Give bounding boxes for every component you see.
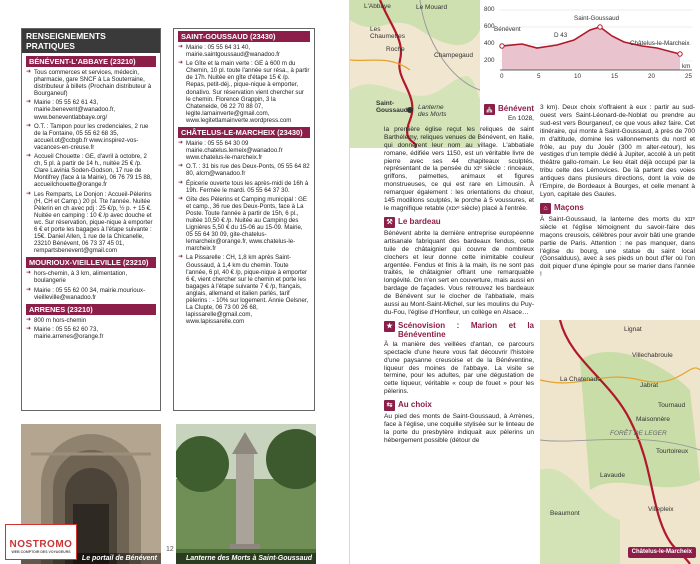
section-title-mourioux: MOURIOUX-VIEILLEVILLE (23210) — [26, 257, 156, 268]
map-label: Champegaud — [434, 52, 474, 59]
place-label: Bénévent — [494, 26, 521, 33]
signpost-icon: ⇆ — [384, 400, 395, 411]
paragraph: 3 km). Deux choix s'offraient à eux : partir au sud-ouest vers Saint-Léonard-de-Noblat ou prendre au sud-est vers Bourganeuf, ce que vous allez faire. Cet itinéraire, qui monte à Saint-Goussaud, à près de 700 m d'altitude, domine les vallonnements du nord et frôle, au puy du Jouër (300 m alter-retour), les vestiges d'un temple dédié à Jupiter, accolé à un petit théâtre gallo-romain. Le lieu était déjà occupé par la tribu celte des Lémovices. De là partent des voies antiques dans plusieurs directions, dont la voie de l'Empire, de Bordeaux à Bourges, et celle menant à Lyon, capitale des Gaules. — [540, 104, 695, 198]
heading-benevent: ⛪ Bénévent — [485, 104, 534, 113]
place-label: Châtelus-le-Marcheix — [630, 40, 690, 47]
x-tick: 0 — [500, 73, 504, 80]
x-tick: 25 — [685, 73, 693, 80]
paragraph: À la manière des veillées d'antan, ce parcours spectacle d'une heure vous fait découvrir l'histoire d'une paysanne creusoise et de la Bénéventine, liqueur des moines de l'abbaye. La visite se termine, pour les adultes, par une dégustation de cette liqueur, véritable « coup de fouet » pour les pèlerins. — [384, 340, 534, 396]
road-label: D 43 — [554, 32, 568, 39]
info-heading: RENSEIGNEMENTS PRATIQUES — [22, 29, 160, 53]
map-terrain — [540, 320, 700, 564]
heading-scenovision: ★ Scénovision : Marion et la Bénéventine — [384, 321, 534, 339]
map-label: FORÊT DE LEGER — [610, 430, 667, 437]
list-item: ➜ La Pissarelle : CH, 1,8 km après Saint-Goussaud, à 1,4 km du chemin. Toute l'année, 6 pl, 40 € /p, pique-nique à emporter 6 €, vient chercher sur le chemin et porte les bagages à l'étape suivante 7 € /p, français, anglais, allemand et italien parlés, tarif pèlerins : - 10% sur logement. Annie Oelsner, La Clupte, 06 73 00 26 68, lapissarelle@gmail.com, www.lapissarelle.com — [178, 254, 310, 325]
hammer-icon: ⚒ — [384, 217, 395, 228]
elevation-profile — [482, 0, 700, 84]
list-item: ➜ 800 m hors-chemin — [26, 317, 156, 324]
list-item: ➜ Tous commerces et services, médecin, pharmacie, gare SNCF à La Souterraine, distributeur à billets (Prochain distributeur à Bourganeuf) — [26, 69, 156, 97]
place-label: Saint-Goussaud — [574, 15, 620, 22]
map-label: Tourtoireux — [656, 448, 689, 455]
map-label: Roche — [386, 46, 405, 53]
map-label: Maisonnère — [636, 416, 670, 423]
route-map-bottom — [540, 320, 700, 564]
map-label: Les Chaumettes — [370, 26, 406, 40]
page-number: 12 — [166, 546, 174, 553]
list-item: ➜ Accueil Chouette : GE, d'avril à octobre, 2 ch, 5 pl. à partir de 14 h., nuitée 25 € /p. Clare Lavinia Soden-Godson, 17 rue de Montifrey (face à la Mairie), 06 76 79 15 88, accueilchouette@orange.fr — [26, 153, 156, 188]
heading-bardeau: ⚒ Le bardeau — [384, 217, 534, 228]
church-icon: ⛪ — [485, 106, 494, 113]
map-label: L'Abbaye — [364, 3, 391, 10]
x-tick: 10 — [574, 73, 582, 80]
section-title-chatelus: CHÂTELUS-LE-MARCHEIX (23430) — [178, 127, 310, 138]
destination-badge: Châtelus-le-Marcheix — [628, 547, 696, 558]
section-title-arrenes: ARRENES (23210) — [26, 304, 156, 315]
list-item: ➜ Mairie : 05 55 62 00 34, mairie.mourioux-vieilleville@wanadoo.fr — [26, 287, 156, 301]
map-label: Beaumont — [550, 510, 580, 517]
x-tick: 5 — [537, 73, 541, 80]
list-item: ➜ Mairie : 05 55 62 60 73, mairie.arrenes@orange.fr — [26, 326, 156, 340]
list-item: ➜ Mairie : 05 55 62 61 43, mairie.benevent@wanadoo.fr, www.beneventlabbaye.org/ — [26, 99, 156, 120]
info-box-col2 — [173, 28, 315, 411]
heading-au-choix: ⇆ Au choix — [384, 400, 534, 411]
x-tick: 15 — [611, 73, 619, 80]
paragraph: Bénévent abrite la dernière entreprise européenne artisanale fabriquant des bardeaux fendus, cette tuile de châtaignier qui couvre de nombreux clochers et leur donne cette inimitable couleur argentée. Fendus et finis à la main, ils ne sont pas traités, le châtaignier offrant une remarquable longévité. On n'en sert en couverture, mais aussi en bardage de façades. Vous retrouvez les bardeaux de Bénévent sur le clocher de l'abbatiale, mais aussi au Mont-Saint-Michel, sur les moulins du Puy-du-Fou, l'église d'Honfleur, un collège en Alsace… — [384, 229, 534, 316]
list-item: ➜ Épicerie ouverte tous les après-midi de 16h à 19h. Fermée le mardi. 05 55 64 37 30. — [178, 180, 310, 194]
text-column-1 — [384, 104, 534, 562]
map-label: Jabrat — [640, 382, 659, 389]
x-unit: km — [682, 63, 691, 70]
map-label: Saint-Goussaud — [376, 100, 408, 114]
x-tick: 20 — [648, 73, 656, 80]
text-column-2 — [540, 104, 695, 316]
y-tick: 200 — [484, 57, 495, 64]
list-item: ➜ Mairie : 05 55 64 31 40, mairie.saintgoussaud@wanadoo.fr — [178, 44, 310, 58]
list-item: ➜ hors-chemin, à 3 km, alimentation, boulangerie — [26, 270, 156, 284]
list-item: ➜ Les Remparts, Le Donjon : Accueil-Pèlerins (H, CH et Camp.) 20 pl. Tte l'année. Nuitée Pèlerin en ch avec pdj : 25 €/p, ½ p. + 15 €. Nuitée en camping : 10 € /p avec douche et wc. Sur réservation, pique-nique à emporter 6 € et porte les bagages à l'étape suivante : 15€. Daniel Allen, 1 rue de la Chicanelle, 23210 Bénévent, 06 73 37 45 01, rempartsbenevent@gmail.com — [26, 191, 156, 255]
map-label: Lignat — [624, 326, 642, 333]
nostromo-logo — [5, 524, 77, 560]
paragraph: la première église reçut les reliques de saint Barthélemy, reliques venues de Bénévent, en Italie, qui donnèrent leur nom au village. L'abbatiale romane, édifiée vers 1150, est un véritable livre de pierre avec ses 44 chapiteaux sculptés, représentant de la pensée du xɪᵉ siècle : rinceaux, griffons, palmettes, animaux et figures monstrueuses, ce qui est rare en Limousin. À remarquer également : les orientations du chœur, 145 modillons sculptés, le porche à 5 voussures, et le magnifique retable (xɪxᵉ siècle) placé à l'entrée. — [384, 125, 534, 212]
right-page — [350, 0, 700, 564]
heading-macons: ⌂ Maçons — [540, 203, 695, 214]
lanterne-illustration — [176, 424, 316, 564]
y-tick: 600 — [484, 23, 495, 30]
map-label: Villepleix — [648, 506, 674, 513]
list-item: ➜ Gîte des Pèlerins et Camping municipal : GE et camp., 36 rue des Deux-Ponts, face à La Poste. Toute l'année à partir de 15h, 6 pl., nuitée 10,50 € /p. Nuitée au Camping des Lignières 5,50 € du 15-06 au 15-09. Mairie, 05 55 64 30 09, gite-chatelus-lemarcheix@orange.fr, www.chatelus-le-marcheix.fr — [178, 196, 310, 253]
map-label: Tournaud — [658, 402, 686, 409]
trowel-icon: ⌂ — [540, 203, 551, 214]
map-label: Lavaude — [600, 472, 625, 479]
paragraph: Au pied des monts de Saint-Goussaud, à Arrènes, face à l'église, une coquille stylisée sur le linteau de la porte du presbytère indiquait aux pèlerins un hébergement possible (détour de — [384, 413, 534, 444]
theater-icon: ★ — [384, 321, 395, 332]
section-title-saint-goussaud: SAINT-GOUSSAUD (23430) — [178, 31, 310, 42]
list-item: ➜ Le Gîte et la main verte : GE à 600 m du Chemin, 10 pl. toute l'année sur résa., à partir de 17h. Nuitée en gîte d'étape 15 € /p. Repas, petit-déj., pique-nique à emporter, donativo. Sur réservation vient chercher sur le chemin. Florence Grappin, 3 la Chateneide, 06 22 70 88 07, legite.lamainverte@gmail.com, www.legitetlamainverte.wordpress.com — [178, 60, 310, 124]
list-item: ➜ Mairie : 05 55 64 30 09 mairie.chatelus.lemeix@wanadoo.fr www.chatelus-le-marcheix.fr — [178, 140, 310, 161]
y-tick: 400 — [484, 40, 495, 47]
map-label: Le Mouard — [416, 4, 448, 11]
paragraph: À Saint-Goussaud, la lanterne des morts du xɪɪᵉ siècle et l'église témoignent du savoir-faire des maçons creusois, célèbres pour avoir bâti une grande partie de Paris. Attention : ne pas manquer, dans l'église du bourg, une statue du saint local (Gonsalduus), avec à ses pieds un bout d'fer où l'on doit piquer d'une épingle pour se marier dans l'année ! — [540, 215, 695, 279]
photo-lanterne-des-morts — [176, 424, 316, 564]
y-tick: 800 — [484, 6, 495, 13]
map-label: Villechabroule — [632, 352, 673, 359]
list-item: ➜ O.T. : Tampon pour les credenciales, 2 rue de la Fontaine, 05 55 62 68 35, accueil.ot@ccbgb.fr www.inspirez-vos-vacances-en-creuse.fr — [26, 123, 156, 151]
section-title-benevent: BÉNÉVENT-L'ABBAYE (23210) — [26, 56, 156, 67]
photo-caption: Le portail de Bénévent — [21, 553, 161, 564]
info-box-col1 — [21, 28, 161, 411]
photo-caption: Lanterne des Morts à Saint-Goussaud — [176, 553, 316, 564]
map-label: La Chatenade — [560, 376, 601, 383]
logo-subtext: WEB COMPTOIR DES VOYAGEURS — [11, 550, 71, 554]
paragraph: En 1028, — [507, 115, 534, 122]
logo-text: NOSTROMO — [9, 539, 73, 550]
map-label: Lanterne des Morts — [418, 104, 447, 118]
list-item: ➜ O.T. : 31 bis rue des Deux-Ponts, 05 55 64 82 80, alcm@wanadoo.fr — [178, 163, 310, 177]
